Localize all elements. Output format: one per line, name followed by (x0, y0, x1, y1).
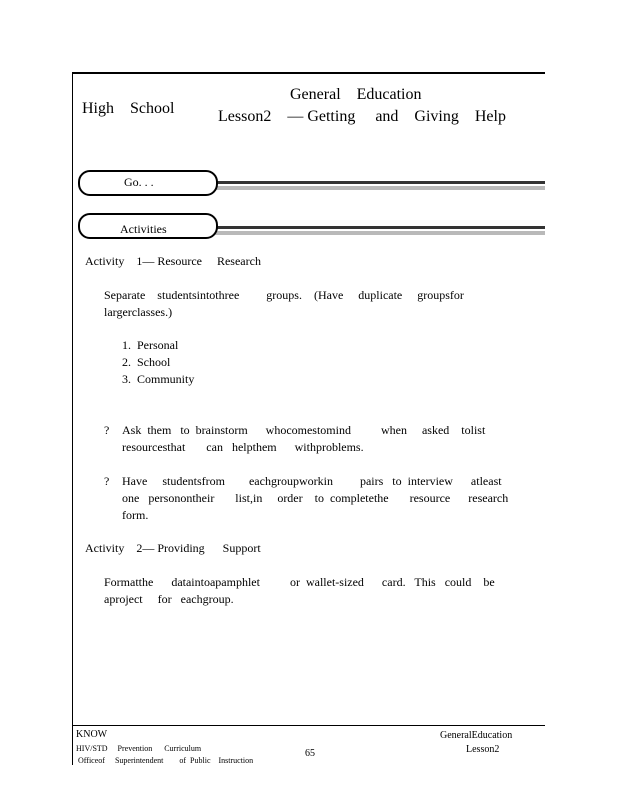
bullet1-line1: Ask them to brainstorm whocomestomind when asked tolist (122, 423, 486, 437)
footer-course: GeneralEducation (440, 730, 513, 741)
header-level: High School (82, 100, 175, 117)
activity2-line2: aproject for eachgroup. (104, 592, 234, 606)
activity2-title: Activity 2— Providing Support (85, 541, 261, 555)
go-section-label: Go. . . (124, 175, 154, 189)
bullet-mark-2: ? (104, 474, 110, 488)
activity1-intro-line1: Separate studentsintothree groups. (Have duplicate groupsfor (104, 288, 464, 302)
go-section-tab (78, 170, 218, 196)
activities-section-label: Activities (120, 222, 167, 236)
group-item-1: 1. Personal (122, 338, 179, 352)
activities-bar-light (214, 231, 545, 235)
header-lesson: Lesson2 — Getting and Giving Help (218, 108, 506, 125)
activity1-title: Activity 1— Resource Research (85, 254, 261, 268)
top-rule (72, 72, 545, 74)
activities-bar-dark (214, 226, 545, 229)
go-bar-dark (214, 181, 545, 184)
page-number: 65 (305, 748, 315, 759)
bullet-mark-1: ? (104, 423, 110, 437)
header-title: General Education (290, 86, 422, 103)
footer-rule (72, 725, 545, 726)
footer-curriculum: HIV/STD Prevention Curriculum (76, 744, 202, 753)
bullet2-line3: form. (122, 508, 149, 522)
go-bar-light (214, 186, 545, 190)
group-item-3: 3. Community (122, 372, 195, 386)
group-item-2: 2. School (122, 355, 171, 369)
activity2-line1: Formatthe dataintoapamphlet or wallet-sized card. This could be (104, 575, 495, 589)
left-rule (72, 72, 73, 765)
footer-lesson: Lesson2 (466, 744, 500, 755)
bullet2-line2: one personontheir list,in order to completethe resource research (122, 491, 509, 505)
bullet1-line2: resourcesthat can helpthem withproblems. (122, 440, 364, 454)
activity1-intro-line2: largerclasses.) (104, 305, 173, 319)
activities-section-tab (78, 213, 218, 239)
footer-know: KNOW (76, 729, 108, 740)
footer-office: Officeof Superintendent of Public Instruction (78, 756, 254, 765)
bullet2-line1: Have studentsfrom eachgroupworkin pairs to interview atleast (122, 474, 502, 488)
